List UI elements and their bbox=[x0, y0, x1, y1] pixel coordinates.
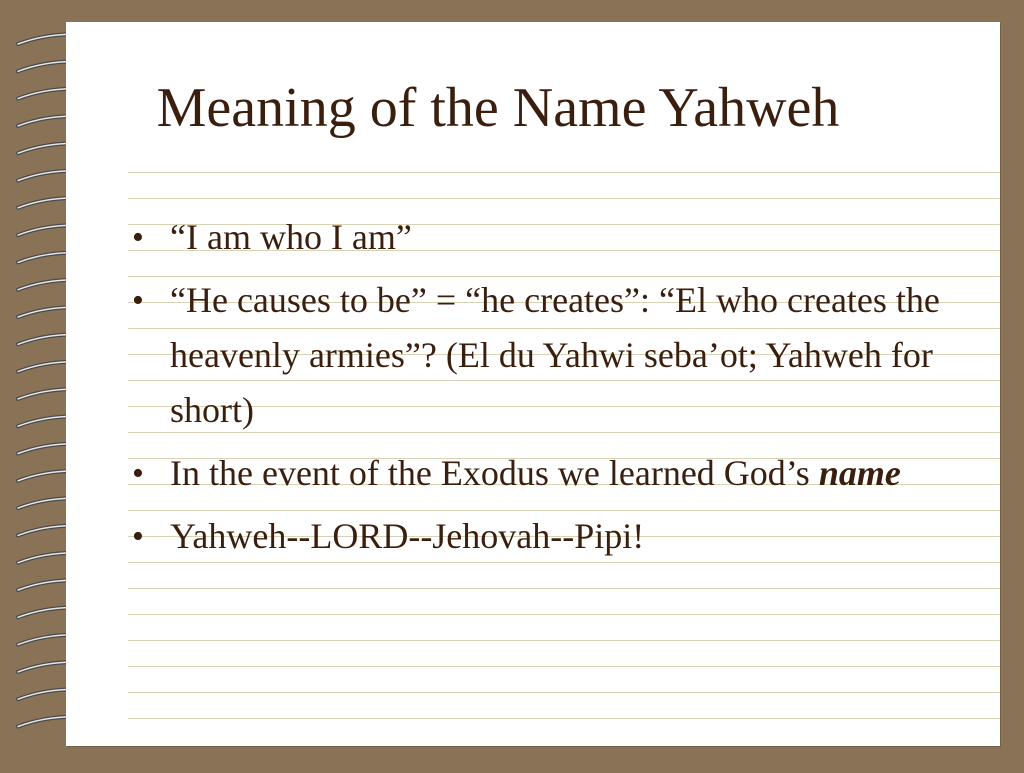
bullet-item-2 bbox=[130, 273, 990, 438]
ruled-line bbox=[128, 172, 1000, 173]
bullet-text: “He causes to be” = “he creates”: “El who creates the heavenly armies”? (El du Yahwi seba’ot; Yahweh for short) bbox=[170, 280, 940, 430]
ruled-line bbox=[128, 588, 1000, 589]
bullet-dot: • bbox=[132, 282, 144, 319]
ruled-line bbox=[128, 640, 1000, 641]
bullet-item-1 bbox=[130, 210, 990, 265]
bullet-item-4 bbox=[130, 509, 990, 564]
bullet-text: In the event of the Exodus we learned God’s bbox=[170, 453, 819, 493]
bullet-text: “I am who I am” bbox=[170, 217, 412, 257]
bullet-list bbox=[130, 210, 990, 572]
bullet-text: Yahweh--LORD--Jehovah--Pipi! bbox=[170, 516, 645, 556]
bullet-emphasis: name bbox=[818, 453, 901, 493]
slide-title: Meaning of the Name Yahweh bbox=[156, 77, 840, 139]
ruled-line bbox=[128, 692, 1000, 693]
bullet-dot: • bbox=[132, 518, 144, 555]
ruled-line bbox=[128, 666, 1000, 667]
bullet-item-3 bbox=[130, 446, 990, 501]
bullet-dot: • bbox=[132, 219, 144, 256]
bullet-dot: • bbox=[132, 455, 144, 492]
ruled-line bbox=[128, 718, 1000, 719]
ruled-line bbox=[128, 614, 1000, 615]
ruled-line bbox=[128, 198, 1000, 199]
